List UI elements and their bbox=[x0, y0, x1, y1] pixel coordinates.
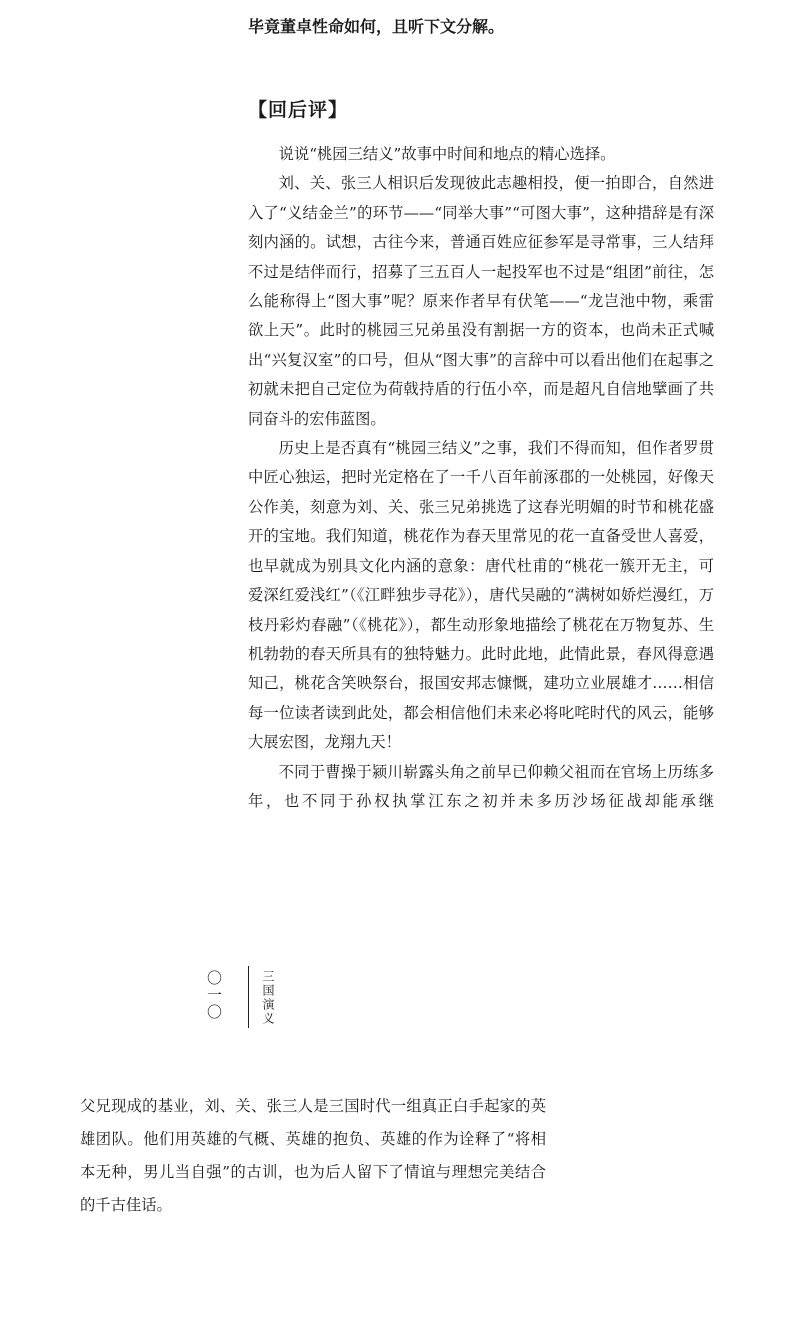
section-heading: 【回后评】 bbox=[248, 99, 349, 121]
paragraph-4: 不同于曹操于颍川崭露头角之前早已仰赖父祖而在官场上历练多年，也不同于孙权执掌江东之初并未多历沙场征战却能承继 bbox=[248, 762, 714, 810]
commentary-body bbox=[248, 140, 714, 816]
page-number: 〇一〇 bbox=[205, 970, 223, 1021]
paragraph-1: 说说“桃园三结义”故事中时间和地点的精心选择。 bbox=[278, 145, 616, 163]
next-page-body bbox=[80, 1090, 546, 1222]
paragraph-3: 历史上是否真有“桃园三结义”之事，我们不得而知，但作者罗贯中匠心独运，把时光定格在了一千八百年前涿郡的一处桃园，好像天公作美，刻意为刘、关、张三兄弟挑选了这春光明媚的时节和桃花盛开的宝地。我们知道，桃花作为春天里常见的花一直备受世人喜爱，也早就成为别具文化内涵的意象：唐代杜甫的“桃花一簇开无主，可爱深红爱浅红”（《江畔独步寻花》），唐代吴融的“满树如娇烂漫红，万枝丹彩灼春融”（《桃花》），都生动形象地描绘了桃花在万物复苏、生机勃勃的春天所具有的独特魅力。此时此地，此情此景，春风得意遇知己，桃花含笑映祭台，报国安邦志慷慨，建功立业展雄才……相信每一位读者读到此处，都会相信他们未来必将叱咤时代的风云，能够大展宏图，龙翔九天！ bbox=[248, 439, 714, 752]
previous-chapter-closing-line: 毕竟董卓性命如何，且听下文分解。 bbox=[248, 17, 505, 36]
paragraph-2: 刘、关、张三人相识后发现彼此志趣相投，便一拍即合，自然进入了“义结金兰”的环节——“同举大事”“可图大事”，这种措辞是有深刻内涵的。试想，古往今来，普通百姓应征参军是寻常事，三人结拜不过是结伴而行，招募了三五百人一起投军也不过是“组团”前往，怎么能称得上“图大事”呢？原来作者早有伏笔——“龙岂池中物，乘雷欲上天”。此时的桃园三兄弟虽没有割据一方的资本，也尚未正式喊出“兴复汉室”的口号，但从“图大事”的言辞中可以看出他们在起事之初就未把自己定位为荷戟持盾的行伍小卒，而是超凡自信地擘画了共同奋斗的宏伟蓝图。 bbox=[248, 174, 714, 428]
running-head-book-title: 三国演义 bbox=[261, 970, 275, 1026]
next-page-paragraph: 父兄现成的基业，刘、关、张三人是三国时代一组真正白手起家的英雄团队。他们用英雄的气概、英雄的抱负、英雄的作为诠释了“将相本无种，男儿当自强”的古训，也为后人留下了情谊与理想完美结合的千古佳话。 bbox=[80, 1097, 546, 1214]
footer-divider bbox=[248, 966, 249, 1028]
